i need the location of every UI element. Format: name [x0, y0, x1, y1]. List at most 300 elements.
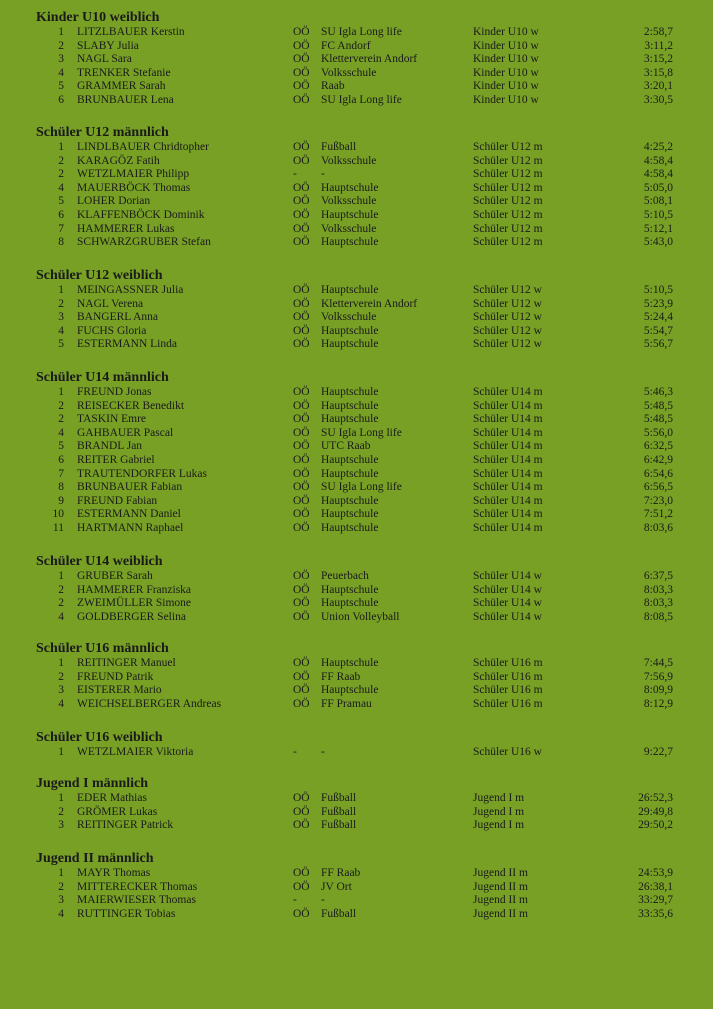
cell-state: OÖ: [293, 399, 310, 412]
cell-name: HAMMERER Franziska: [77, 583, 192, 596]
cell-name: KARAGÖZ Fatih: [77, 154, 160, 167]
cell-rank: 1: [58, 746, 64, 758]
cell-time: 26:38,1: [638, 880, 673, 893]
cell-club: Kletterverein Andorf: [321, 297, 418, 310]
cell-category: Schüler U12 m: [473, 141, 543, 153]
section-title: Schüler U16 weiblich: [36, 730, 163, 745]
result-row: [0, 819, 713, 833]
result-row: [0, 508, 713, 522]
cell-rank: 2: [58, 39, 64, 52]
section-title: Schüler U12 weiblich: [36, 268, 163, 283]
cell-category: Jugend II m: [473, 880, 528, 893]
cell-club: SU Igla Long life: [321, 481, 402, 494]
cell-category: Schüler U14 m: [473, 508, 543, 521]
cell-club: Volksschule: [321, 195, 377, 208]
cell-time: 5:08,1: [643, 195, 673, 208]
result-row: [0, 236, 713, 250]
cell-club: Fußball: [321, 792, 357, 804]
cell-rank: 4: [58, 610, 64, 623]
cell-state: OÖ: [293, 209, 310, 221]
cell-category: Schüler U14 m: [473, 413, 543, 426]
cell-rank: 8: [58, 236, 64, 249]
result-row: [0, 427, 713, 441]
cell-time: 8:03,3: [643, 583, 673, 596]
cell-rank: 2: [58, 168, 64, 181]
cell-state: OÖ: [293, 481, 310, 494]
cell-category: Schüler U12 w: [473, 297, 542, 310]
cell-category: Jugend I m: [473, 805, 525, 818]
result-row: [0, 894, 713, 908]
cell-time: 24:53,9: [638, 867, 673, 879]
cell-name: EDER Mathias: [77, 792, 147, 804]
cell-time: 7:23,0: [643, 494, 673, 507]
result-row: [0, 468, 713, 482]
result-row: [0, 141, 713, 155]
cell-time: 8:12,9: [643, 697, 673, 710]
cell-state: OÖ: [293, 508, 310, 521]
cell-state: OÖ: [293, 697, 310, 710]
cell-category: Schüler U12 m: [473, 236, 543, 249]
cell-time: 5:05,0: [643, 181, 673, 194]
cell-category: Schüler U14 m: [473, 440, 543, 453]
cell-rank: 2: [58, 805, 64, 818]
result-row: [0, 671, 713, 685]
cell-state: OÖ: [293, 141, 310, 153]
cell-club: JV Ort: [321, 880, 352, 893]
result-row: [0, 80, 713, 94]
cell-category: Schüler U12 m: [473, 209, 543, 221]
result-row: [0, 881, 713, 895]
cell-name: GRAMMER Sarah: [77, 80, 166, 93]
cell-category: Schüler U16 m: [473, 670, 543, 683]
cell-rank: 7: [58, 222, 64, 235]
cell-category: Jugend II m: [473, 867, 528, 879]
result-row: [0, 481, 713, 495]
section-title: Schüler U14 weiblich: [36, 554, 163, 569]
cell-rank: 5: [58, 195, 64, 208]
section-title: Jugend II männlich: [36, 851, 154, 866]
cell-state: OÖ: [293, 195, 310, 208]
cell-time: 7:44,5: [643, 657, 673, 669]
cell-name: WETZLMAIER Philipp: [77, 168, 190, 181]
cell-category: Schüler U14 w: [473, 610, 542, 623]
cell-time: 2:58,7: [643, 26, 673, 38]
cell-name: ZWEIMÜLLER Simone: [77, 597, 192, 610]
cell-club: Hauptschule: [321, 684, 379, 697]
cell-time: 5:23,9: [643, 297, 673, 310]
cell-club: Hauptschule: [321, 597, 379, 610]
result-row: [0, 611, 713, 625]
cell-rank: 4: [58, 697, 64, 710]
cell-state: OÖ: [293, 684, 310, 697]
cell-category: Schüler U12 w: [473, 311, 542, 324]
cell-rank: 1: [58, 386, 64, 398]
result-row: [0, 155, 713, 169]
cell-name: FREUND Fabian: [77, 494, 158, 507]
cell-time: 4:25,2: [643, 141, 673, 153]
cell-time: 4:58,4: [643, 154, 673, 167]
result-row: [0, 454, 713, 468]
cell-rank: 2: [58, 399, 64, 412]
cell-rank: 9: [58, 494, 64, 507]
cell-time: 33:35,6: [638, 907, 673, 920]
cell-rank: 6: [58, 94, 64, 106]
result-row: [0, 386, 713, 400]
result-row: [0, 908, 713, 922]
cell-name: MAIERWIESER Thomas: [77, 894, 196, 907]
cell-category: Jugend I m: [473, 819, 525, 832]
cell-state: OÖ: [293, 670, 310, 683]
cell-category: Schüler U14 w: [473, 597, 542, 610]
cell-name: FREUND Jonas: [77, 386, 152, 398]
cell-time: 5:56,7: [643, 338, 673, 351]
cell-name: EISTERER Mario: [77, 684, 162, 697]
cell-name: LINDLBAUER Chridtopher: [77, 141, 209, 153]
result-row: [0, 53, 713, 67]
cell-club: FF Raab: [321, 670, 361, 683]
cell-state: OÖ: [293, 805, 310, 818]
cell-state: OÖ: [293, 338, 310, 351]
cell-time: 6:54,6: [643, 467, 673, 480]
cell-name: MAUERBÖCK Thomas: [77, 181, 191, 194]
cell-rank: 8: [58, 481, 64, 494]
cell-category: Schüler U12 m: [473, 195, 543, 208]
cell-club: Hauptschule: [321, 399, 379, 412]
cell-rank: 1: [58, 657, 64, 669]
result-row: [0, 311, 713, 325]
cell-time: 3:11,2: [644, 39, 673, 52]
cell-rank: 2: [58, 154, 64, 167]
cell-state: OÖ: [293, 570, 310, 582]
cell-time: 6:42,9: [643, 454, 673, 466]
cell-state: OÖ: [293, 222, 310, 235]
cell-club: Hauptschule: [321, 209, 379, 221]
result-row: [0, 223, 713, 237]
cell-club: Fußball: [321, 141, 357, 153]
cell-rank: 4: [58, 426, 64, 439]
cell-category: Kinder U10 w: [473, 94, 539, 106]
cell-category: Schüler U12 m: [473, 168, 543, 181]
cell-rank: 5: [58, 80, 64, 93]
cell-time: 3:15,2: [643, 53, 673, 66]
cell-name: NAGL Sara: [77, 53, 132, 66]
result-row: [0, 867, 713, 881]
cell-club: Hauptschule: [321, 413, 379, 426]
cell-time: 29:50,2: [638, 819, 673, 832]
cell-category: Schüler U14 m: [473, 426, 543, 439]
result-row: [0, 522, 713, 536]
cell-state: OÖ: [293, 94, 310, 106]
result-row: [0, 40, 713, 54]
cell-name: LITZLBAUER Kerstin: [77, 26, 185, 38]
result-row: [0, 413, 713, 427]
cell-category: Kinder U10 w: [473, 39, 539, 52]
cell-club: Hauptschule: [321, 583, 379, 596]
cell-name: GRÖMER Lukas: [77, 805, 158, 818]
cell-club: Hauptschule: [321, 657, 379, 669]
cell-rank: 4: [58, 66, 64, 79]
cell-state: OÖ: [293, 880, 310, 893]
cell-rank: 3: [58, 684, 64, 697]
cell-name: BANGERL Anna: [77, 311, 159, 324]
cell-category: Schüler U12 w: [473, 284, 542, 296]
cell-time: 6:32,5: [643, 440, 673, 453]
cell-time: 33:29,7: [638, 894, 673, 907]
cell-rank: 1: [58, 26, 64, 38]
cell-rank: 10: [52, 508, 64, 521]
cell-category: Jugend II m: [473, 907, 528, 920]
cell-name: TASKIN Emre: [77, 413, 147, 426]
cell-club: Raab: [321, 80, 345, 93]
cell-time: 3:15,8: [643, 66, 673, 79]
cell-category: Kinder U10 w: [473, 80, 539, 93]
cell-name: GOLDBERGER Selina: [77, 610, 186, 623]
cell-state: OÖ: [293, 386, 310, 398]
cell-rank: 1: [58, 570, 64, 582]
result-row: [0, 570, 713, 584]
cell-rank: 4: [58, 324, 64, 337]
cell-club: -: [321, 894, 325, 907]
section-title: Kinder U10 weiblich: [36, 10, 160, 25]
cell-category: Schüler U12 m: [473, 154, 543, 167]
result-row: [0, 298, 713, 312]
cell-state: OÖ: [293, 440, 310, 453]
result-row: [0, 440, 713, 454]
cell-category: Schüler U12 w: [473, 324, 542, 337]
cell-state: OÖ: [293, 39, 310, 52]
cell-state: OÖ: [293, 467, 310, 480]
cell-club: Hauptschule: [321, 324, 379, 337]
cell-name: GRUBER Sarah: [77, 570, 153, 582]
cell-category: Schüler U14 m: [473, 454, 543, 466]
cell-state: -: [293, 168, 297, 181]
cell-name: LOHER Dorian: [77, 195, 151, 208]
cell-state: OÖ: [293, 610, 310, 623]
cell-state: OÖ: [293, 66, 310, 79]
cell-time: 5:48,5: [643, 399, 673, 412]
cell-club: Volksschule: [321, 222, 377, 235]
cell-club: Fußball: [321, 805, 357, 818]
cell-state: OÖ: [293, 819, 310, 832]
cell-state: OÖ: [293, 522, 310, 534]
cell-category: Kinder U10 w: [473, 66, 539, 79]
cell-name: RUTTINGER Tobias: [77, 907, 176, 920]
cell-club: Hauptschule: [321, 284, 379, 296]
cell-rank: 6: [58, 209, 64, 221]
cell-category: Schüler U16 m: [473, 684, 543, 697]
cell-state: OÖ: [293, 311, 310, 324]
cell-club: FC Andorf: [321, 39, 371, 52]
cell-club: Peuerbach: [321, 570, 369, 582]
result-row: [0, 284, 713, 298]
cell-club: Hauptschule: [321, 508, 379, 521]
result-row: [0, 792, 713, 806]
cell-club: Hauptschule: [321, 467, 379, 480]
cell-time: 5:43,0: [643, 236, 673, 249]
cell-rank: 4: [58, 181, 64, 194]
cell-category: Schüler U14 w: [473, 570, 542, 582]
cell-category: Jugend I m: [473, 792, 525, 804]
cell-club: Volksschule: [321, 154, 377, 167]
section-title: Schüler U12 männlich: [36, 125, 169, 140]
cell-category: Schüler U12 m: [473, 181, 543, 194]
cell-time: 7:56,9: [643, 670, 673, 683]
result-row: [0, 495, 713, 509]
cell-state: OÖ: [293, 792, 310, 804]
cell-name: ESTERMANN Daniel: [77, 508, 181, 521]
cell-time: 5:48,5: [643, 413, 673, 426]
cell-name: REISECKER Benedikt: [77, 399, 185, 412]
cell-rank: 1: [58, 141, 64, 153]
cell-state: OÖ: [293, 80, 310, 93]
cell-name: NAGL Verena: [77, 297, 144, 310]
cell-name: FUCHS Gloria: [77, 324, 147, 337]
cell-time: 3:20,1: [643, 80, 673, 93]
cell-rank: 7: [58, 467, 64, 480]
cell-rank: 2: [58, 880, 64, 893]
cell-name: BRUNBAUER Lena: [77, 94, 174, 106]
cell-state: OÖ: [293, 494, 310, 507]
cell-club: Hauptschule: [321, 338, 379, 351]
cell-category: Schüler U14 m: [473, 494, 543, 507]
cell-rank: 4: [58, 907, 64, 920]
cell-rank: 1: [58, 792, 64, 804]
cell-state: OÖ: [293, 907, 310, 920]
cell-state: OÖ: [293, 53, 310, 66]
cell-state: OÖ: [293, 236, 310, 249]
cell-club: Kletterverein Andorf: [321, 53, 418, 66]
cell-name: SLABY Julia: [77, 39, 139, 52]
cell-club: Hauptschule: [321, 454, 379, 466]
cell-club: SU Igla Long life: [321, 26, 402, 38]
cell-club: Hauptschule: [321, 494, 379, 507]
cell-name: REITINGER Patrick: [77, 819, 174, 832]
cell-club: Fußball: [321, 907, 357, 920]
cell-time: 6:56,5: [643, 481, 673, 494]
cell-club: Union Volleyball: [321, 610, 400, 623]
cell-time: 26:52,3: [638, 792, 673, 804]
cell-club: Hauptschule: [321, 181, 379, 194]
cell-category: Schüler U16 m: [473, 697, 543, 710]
cell-club: -: [321, 168, 325, 181]
section-title: Schüler U16 männlich: [36, 641, 169, 656]
cell-name: GAHBAUER Pascal: [77, 426, 174, 439]
cell-rank: 2: [58, 297, 64, 310]
cell-name: HAMMERER Lukas: [77, 222, 175, 235]
cell-rank: 1: [58, 284, 64, 296]
cell-club: Fußball: [321, 819, 357, 832]
cell-time: 8:08,5: [643, 610, 673, 623]
result-row: [0, 806, 713, 820]
cell-time: 8:09,9: [643, 684, 673, 697]
cell-category: Kinder U10 w: [473, 26, 539, 38]
cell-category: Schüler U12 w: [473, 338, 542, 351]
cell-time: 8:03,3: [643, 597, 673, 610]
cell-rank: 2: [58, 583, 64, 596]
cell-club: Volksschule: [321, 66, 377, 79]
cell-club: Volksschule: [321, 311, 377, 324]
cell-state: OÖ: [293, 657, 310, 669]
cell-category: Schüler U14 m: [473, 481, 543, 494]
cell-rank: 3: [58, 894, 64, 907]
cell-time: 5:46,3: [643, 386, 673, 398]
cell-state: OÖ: [293, 154, 310, 167]
cell-time: 29:49,8: [638, 805, 673, 818]
cell-state: OÖ: [293, 181, 310, 194]
cell-time: 9:22,7: [643, 746, 673, 758]
cell-category: Schüler U14 m: [473, 522, 543, 534]
cell-name: WETZLMAIER Viktoria: [77, 746, 194, 758]
cell-name: MAYR Thomas: [77, 867, 151, 879]
cell-state: OÖ: [293, 324, 310, 337]
cell-time: 7:51,2: [643, 508, 673, 521]
cell-category: Schüler U14 m: [473, 467, 543, 480]
cell-category: Schüler U14 w: [473, 583, 542, 596]
cell-time: 5:24,4: [643, 311, 673, 324]
result-row: [0, 584, 713, 598]
cell-state: OÖ: [293, 597, 310, 610]
cell-state: OÖ: [293, 454, 310, 466]
result-row: [0, 746, 713, 760]
result-row: [0, 657, 713, 671]
cell-club: SU Igla Long life: [321, 426, 402, 439]
cell-club: -: [321, 746, 325, 758]
result-row: [0, 67, 713, 81]
result-row: [0, 168, 713, 182]
cell-time: 5:56,0: [643, 426, 673, 439]
result-row: [0, 182, 713, 196]
cell-name: BRUNBAUER Fabian: [77, 481, 183, 494]
cell-state: -: [293, 894, 297, 907]
cell-state: OÖ: [293, 26, 310, 38]
cell-time: 5:10,5: [643, 284, 673, 296]
cell-rank: 6: [58, 454, 64, 466]
cell-name: HARTMANN Raphael: [77, 522, 184, 534]
result-row: [0, 338, 713, 352]
cell-rank: 3: [58, 311, 64, 324]
cell-club: Hauptschule: [321, 236, 379, 249]
cell-category: Schüler U14 m: [473, 399, 543, 412]
cell-state: OÖ: [293, 867, 310, 879]
cell-name: REITER Gabriel: [77, 454, 155, 466]
cell-rank: 2: [58, 597, 64, 610]
cell-state: -: [293, 746, 297, 758]
cell-time: 5:10,5: [643, 209, 673, 221]
cell-name: MITTERECKER Thomas: [77, 880, 198, 893]
result-row: [0, 94, 713, 108]
cell-rank: 2: [58, 670, 64, 683]
cell-rank: 11: [52, 522, 64, 534]
cell-time: 4:58,4: [643, 168, 673, 181]
cell-name: TRENKER Stefanie: [77, 66, 171, 79]
cell-time: 8:03,6: [643, 522, 673, 534]
section-title: Schüler U14 männlich: [36, 370, 169, 385]
cell-state: OÖ: [293, 583, 310, 596]
cell-category: Jugend II m: [473, 894, 528, 907]
cell-category: Schüler U16 m: [473, 657, 543, 669]
cell-club: UTC Raab: [321, 440, 371, 453]
section-title: Jugend I männlich: [36, 776, 149, 791]
cell-category: Schüler U12 m: [473, 222, 543, 235]
cell-category: Schüler U16 w: [473, 746, 542, 758]
cell-name: MEINGASSNER Julia: [77, 284, 184, 296]
cell-rank: 1: [58, 867, 64, 879]
cell-rank: 2: [58, 413, 64, 426]
cell-time: 5:12,1: [643, 222, 673, 235]
cell-club: FF Pramau: [321, 697, 372, 710]
cell-name: WEICHSELBERGER Andreas: [77, 697, 222, 710]
cell-rank: 3: [58, 819, 64, 832]
